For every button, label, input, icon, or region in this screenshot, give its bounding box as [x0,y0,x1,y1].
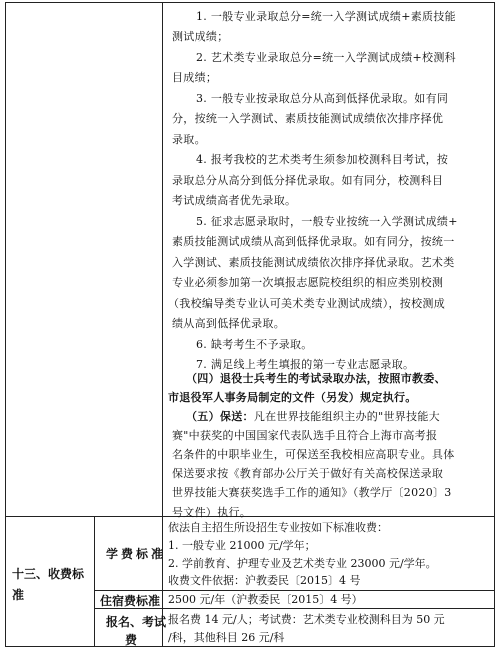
rule-line: 7. 满足线上考生填报的第一专业志愿录取。 [196,358,415,371]
tuition-line: 2. 学前教育、护理专业及艺术类专业 23000 元/学年。 [168,557,437,570]
exam-fee-label-cont: 费 [125,633,138,647]
rule-line: 入学测试、素质技能测试成绩依次排序择优录取。艺术类 [172,256,455,269]
exam-fee-label: 报名、考试 [106,615,167,629]
rule-line: 4. 报考我校的艺术类考生须参加校测科目考试，按 [196,153,449,166]
section5-line: 世界技能大赛获奖选手工作的通知》（教学厅〔2020〕3 [172,486,452,499]
rule-line: （我校编导类专业认可美术类专业测试成绩），按校测成 [168,297,445,310]
tuition-line: 收费文件依据：沪教委民〔2015〕4 号 [168,574,361,587]
admission-table [5,2,495,647]
section5-first-line [186,407,440,428]
exam-fee-line: 报名费 14 元/人；考试费：艺术类专业校测科目为 50 元 [168,613,445,626]
rule-line: 素质技能测试成绩从高到低择优录取。如有同分，按统一 [172,235,455,248]
section5-first-text: 凡在世界技能组织主办的"世界技能大 [253,410,440,423]
exam-fee-line: /科，其他科目 26 元/科 [168,631,285,644]
rule-line: 2. 艺术类专业录取总分=统一入学测试成绩+校测科 [196,51,456,64]
rule-line: 5. 征求志愿录取时，一般专业按统一入学测试成绩+ [196,215,458,228]
section5-line: 名条件的中职毕业生，可保送至我校相应高职专业。具体 [172,448,455,461]
rule-line: 考试成绩高者优先录取。 [172,194,297,207]
section5-line: 号文件）执行。 [172,506,252,519]
tuition-line: 1. 一般专业 21000 元/学年； [168,539,316,552]
rule-line: 3. 一般专业按录取总分从高到低择优录取。如有同 [196,92,449,105]
rule-line: 测试成绩； [172,30,229,43]
tuition-line: 依法自主招生所设招生专业按如下标准收费： [168,521,388,534]
fees-section-label: 十三、收费标 [12,567,85,581]
section5-line: 赛"中获奖的中国国家代表队选手且符合上海市高考报 [172,429,438,442]
section4-line: 市退役军人事务局制定的文件（另发）规定执行。 [168,391,417,404]
fee-label-divider [94,516,95,646]
fees-section-label-cont: 准 [12,588,25,602]
section5-heading: （五）保送： [186,410,254,423]
lodging-label: 住宿费标准 [100,594,161,608]
rule-line: 1. 一般专业录取总分=统一入学测试成绩+素质技能 [196,10,456,23]
rule-line: 6. 缺考考生不予录取。 [196,338,313,351]
rule-line: 录取。 [172,133,206,146]
section4-line: （四）退役士兵考生的考试录取办法，按照市教委、 [186,372,446,385]
lodging-value: 2500 元/年（沪教委民〔2015〕4 号） [168,593,363,606]
rule-line: 录取总分从高分到低分择优录取。如有同分，校测科目 [172,174,444,187]
rule-line: 分，按统一入学测试、素质技能测试成绩依次排序择优 [172,112,444,125]
rule-line: 专业必须参加第一次填报志愿院校组织的相应类别校测 [172,276,444,289]
rule-line: 绩从高到低择优录取。 [172,317,285,330]
tuition-label: 学费标准 [106,547,167,561]
rule-line: 目成绩； [172,71,218,84]
section5-line: 保送要求按《教育部办公厅关于做好有关高校保送录取 [172,467,444,480]
